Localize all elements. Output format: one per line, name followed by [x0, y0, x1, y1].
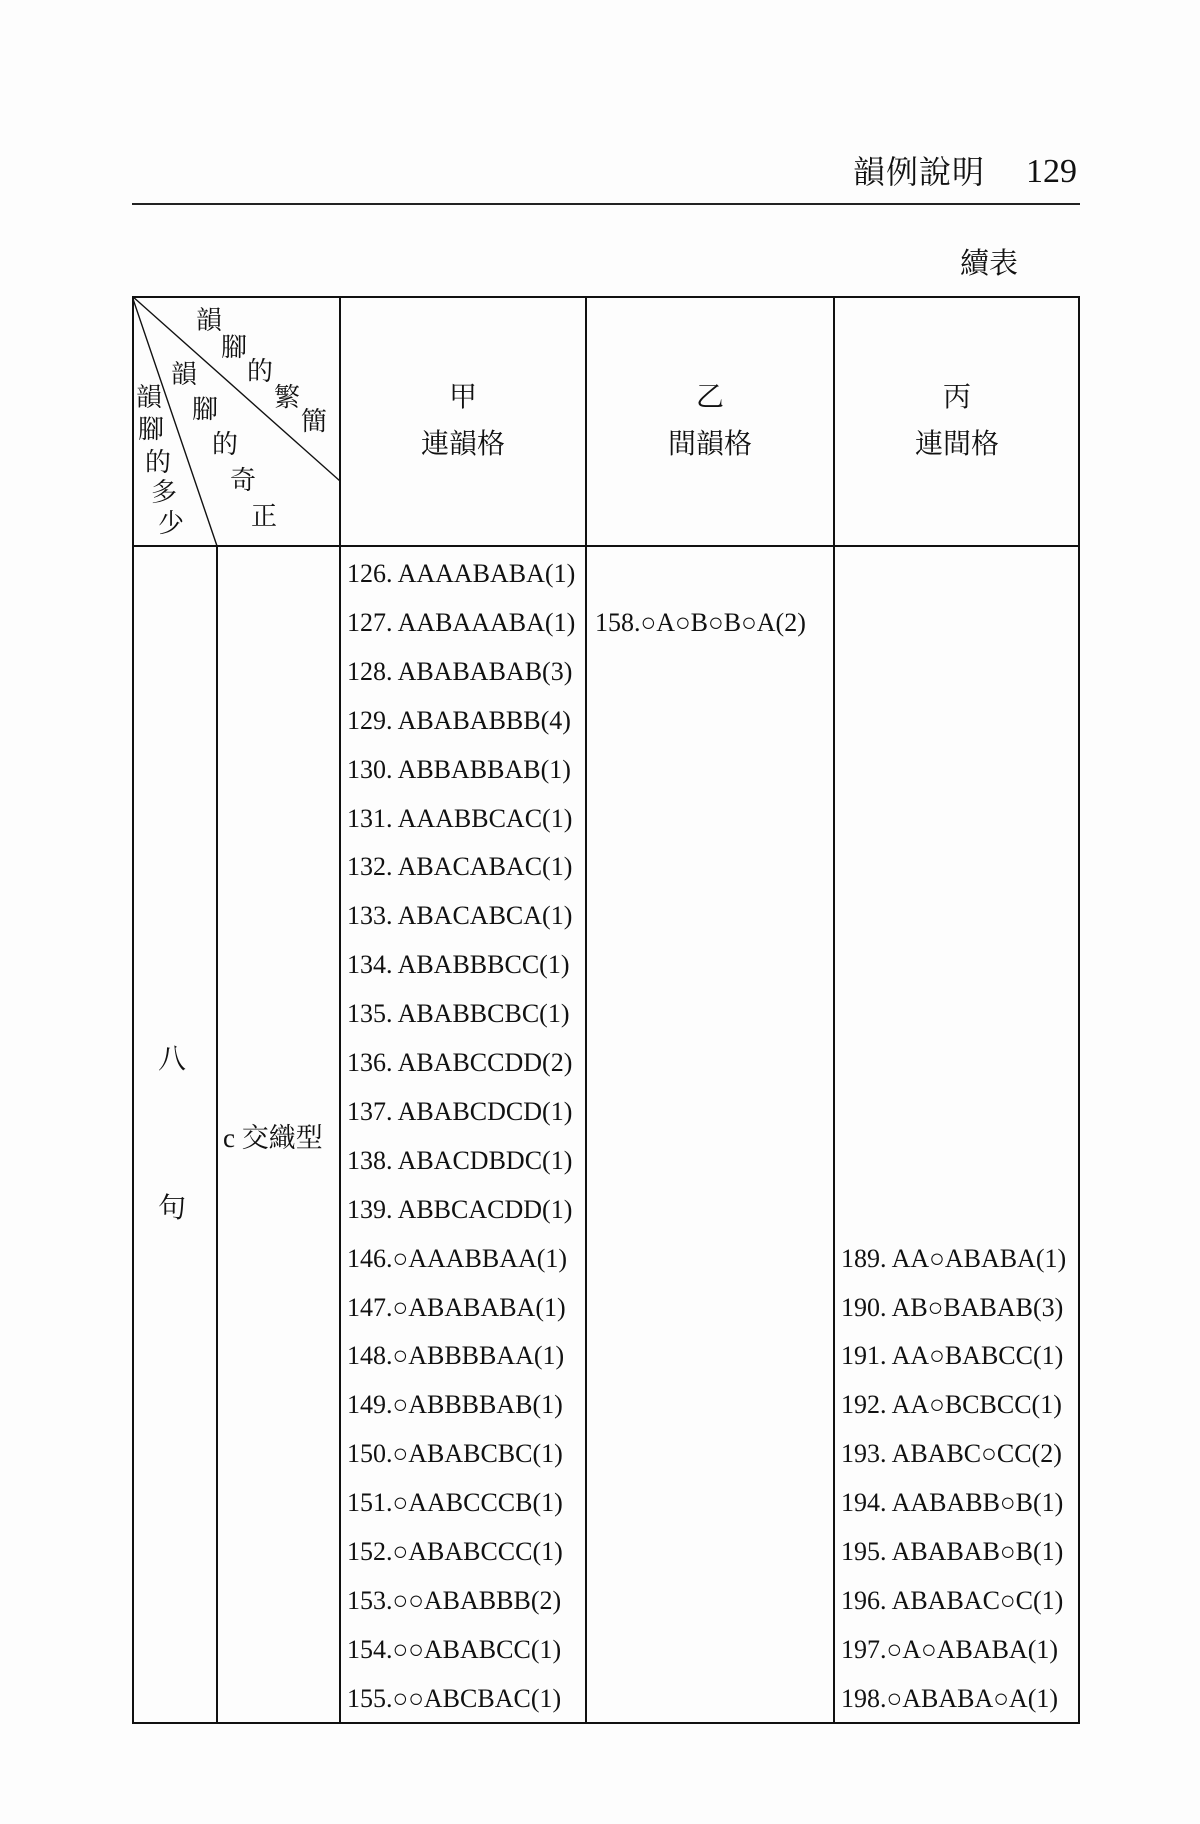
table-caption: 續表	[960, 248, 1019, 280]
entry-bing: 189. AA○ABABA(1)	[841, 1243, 1067, 1273]
entry-jia: 127. AABAAABA(1)	[347, 607, 576, 637]
table-row	[132, 843, 1080, 892]
entry-jia: 129. ABABABBB(4)	[347, 705, 571, 735]
entry-jia: 128. ABABABAB(3)	[347, 656, 573, 686]
label-char: 的	[211, 430, 239, 459]
label-char: 腳	[191, 395, 219, 424]
entry-jia: 138. ABACDBDC(1)	[347, 1145, 573, 1175]
column-name: 間韻格	[667, 429, 752, 460]
table-row	[132, 1088, 1080, 1137]
entry-jia: 152.○ABABCCC(1)	[347, 1537, 563, 1566]
label-char: 八	[157, 1044, 187, 1075]
column-name: 連韻格	[420, 429, 505, 460]
table-row	[132, 1626, 1080, 1675]
entry-jia: 131. AAABBCAC(1)	[347, 803, 573, 833]
table-row	[132, 746, 1080, 795]
label-char: 的	[246, 357, 274, 386]
entry-jia: 136. ABABCCDD(2)	[347, 1048, 573, 1077]
table-row	[132, 1235, 1080, 1284]
label-char: 簡	[300, 407, 328, 436]
entry-bing: 190. AB○BABAB(3)	[841, 1292, 1064, 1322]
entry-bing: 191. AA○BABCC(1)	[841, 1341, 1064, 1371]
table-row	[132, 1332, 1080, 1381]
table-row	[132, 1675, 1080, 1724]
table-row	[132, 599, 1080, 648]
entry-jia: 126. AAAABABA(1)	[347, 559, 576, 588]
label-char: 多	[150, 478, 178, 507]
column-name: 連間格	[914, 429, 999, 460]
entry-jia: 139. ABBCACDD(1)	[347, 1194, 573, 1224]
entry-jia: 133. ABACABCA(1)	[347, 901, 573, 931]
entry-bing: 195. ABABAB○B(1)	[841, 1537, 1064, 1566]
table-body	[132, 550, 1080, 1724]
rhyme-pattern-table	[132, 296, 1080, 1724]
entry-jia: 130. ABBABBAB(1)	[347, 754, 571, 784]
table-row	[132, 550, 1080, 599]
label-char: 腳	[137, 415, 165, 444]
entry-bing: 196. ABABAC○C(1)	[841, 1585, 1064, 1615]
table-row	[132, 990, 1080, 1039]
header-rule	[132, 203, 1080, 205]
entry-bing: 192. AA○BCBCC(1)	[841, 1390, 1062, 1420]
label-char: 的	[144, 448, 172, 477]
column-code: 乙	[695, 382, 724, 413]
table-row	[132, 648, 1080, 697]
label-char: 韻	[195, 306, 223, 335]
table-row	[132, 1528, 1080, 1577]
label-char: 腳	[220, 333, 248, 362]
label-char: 句	[157, 1193, 187, 1224]
table-row	[132, 892, 1080, 941]
entry-jia: 148.○ABBBBAA(1)	[347, 1341, 565, 1371]
table-row	[132, 795, 1080, 844]
label-char: 韻	[170, 360, 198, 389]
entry-jia: 153.○○ABABBB(2)	[347, 1585, 562, 1615]
label-char: 奇	[229, 466, 257, 495]
entry-jia: 132. ABACABAC(1)	[347, 852, 573, 882]
entry-jia: 155.○○ABCBAC(1)	[347, 1683, 562, 1713]
table-row	[132, 1039, 1080, 1088]
column-header-bing	[834, 296, 1080, 546]
column-code: 甲	[448, 382, 477, 413]
entry-jia: 150.○ABABCBC(1)	[347, 1439, 563, 1469]
table-row	[132, 1577, 1080, 1626]
label-char: 少	[157, 509, 185, 538]
entry-bing: 194. AABABB○B(1)	[841, 1488, 1064, 1518]
table-row	[132, 1430, 1080, 1479]
entry-bing: 197.○A○ABABA(1)	[841, 1634, 1059, 1664]
entry-jia: 151.○AABCCCB(1)	[347, 1488, 563, 1518]
column-header-yi	[586, 296, 834, 546]
table-row	[132, 1479, 1080, 1528]
table-row	[132, 1137, 1080, 1186]
table-row	[132, 941, 1080, 990]
entry-bing: 198.○ABABA○A(1)	[841, 1683, 1059, 1713]
table-row	[132, 1284, 1080, 1333]
entry-jia: 137. ABABCDCD(1)	[347, 1096, 573, 1126]
column-header-jia	[340, 296, 586, 546]
page-number: 129	[1026, 153, 1077, 190]
table-row	[132, 1381, 1080, 1430]
entry-jia: 134. ABABBBCC(1)	[347, 950, 570, 980]
label-char: 韻	[135, 383, 163, 412]
running-title: 韻例說明	[853, 154, 986, 190]
entry-jia: 154.○○ABABCC(1)	[347, 1634, 562, 1664]
entry-jia: 149.○ABBBBAB(1)	[347, 1390, 563, 1420]
entry-bing: 193. ABABC○CC(2)	[841, 1439, 1062, 1469]
row-group-pattern-type: c 交織型	[223, 1123, 323, 1153]
entry-yi: 158.○A○B○B○A(2)	[595, 607, 806, 637]
label-char: 繁	[273, 383, 301, 412]
entry-jia: 147.○ABABABA(1)	[347, 1292, 566, 1322]
entry-jia: 135. ABABBCBC(1)	[347, 999, 570, 1029]
table-row	[132, 697, 1080, 746]
table-row	[132, 1186, 1080, 1235]
entry-jia: 146.○AAABBAA(1)	[347, 1243, 568, 1273]
column-code: 丙	[942, 382, 971, 413]
label-char: 正	[250, 502, 278, 531]
